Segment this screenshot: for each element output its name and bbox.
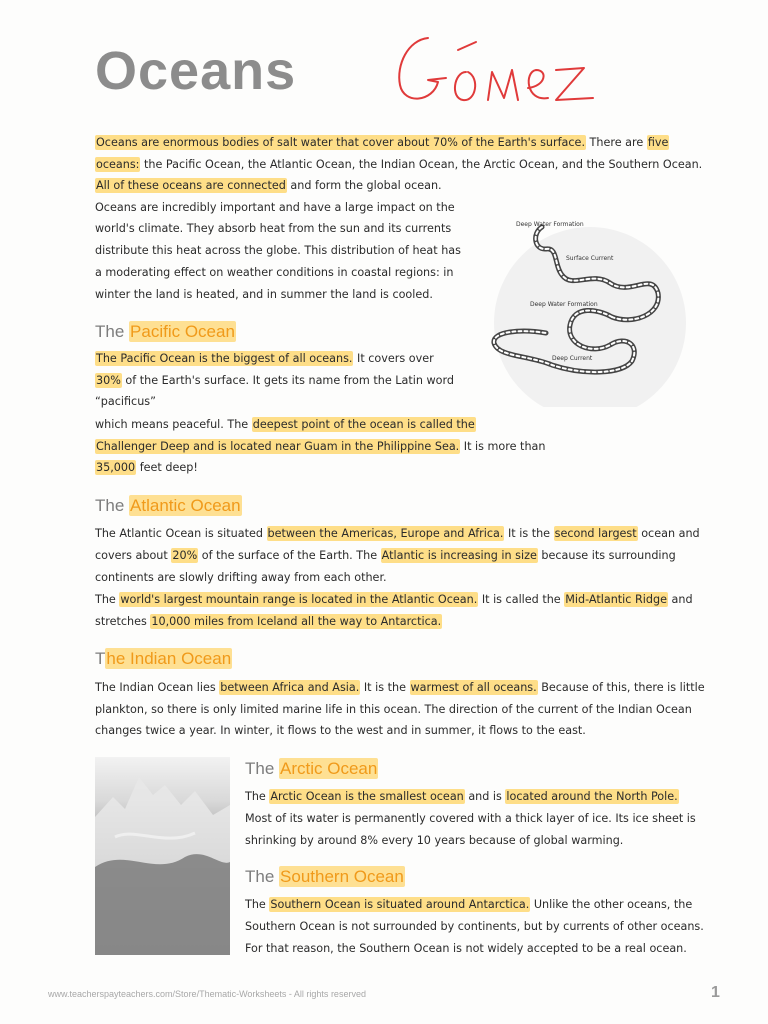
atlantic-line-3: continents are slowly drifting away from each other. bbox=[95, 571, 387, 584]
diagram-label-deep-water-formation-1: Deep Water Formation bbox=[516, 221, 584, 228]
arctic-line-2: Most of its water is permanently covered with a thick layer of ice. Its ice sheet is bbox=[245, 812, 696, 825]
atlantic-heading: The Atlantic Ocean bbox=[95, 496, 241, 515]
southern-heading: The Southern Ocean bbox=[245, 867, 404, 886]
handwritten-signature bbox=[388, 20, 608, 115]
pacific-heading: The Pacific Ocean bbox=[95, 322, 235, 341]
intro-line-2: oceans: the Pacific Ocean, the Atlantic Ocean, the Indian Ocean, the Arctic Ocean, and the Southern Ocean. bbox=[96, 158, 703, 171]
footer-url: www.teacherspayteachers.com/Store/Thematic-Worksheets - All rights reserved bbox=[48, 989, 366, 999]
atlantic-line-2: covers about 20% of the surface of the Earth. The Atlantic is increasing in size because its surrounding bbox=[95, 549, 676, 562]
pacific-line-6: 35,000 feet deep! bbox=[96, 461, 198, 474]
intro-line-8: winter the land is heated, and in summer the land is cooled. bbox=[95, 288, 433, 301]
pacific-line-3: “pacificus” bbox=[95, 395, 156, 408]
pacific-line-2: 30% of the Earth's surface. It gets its name from the Latin word bbox=[96, 374, 455, 387]
pacific-line-5: Challenger Deep and is located near Guam in the Philippine Sea. It is more than bbox=[96, 440, 546, 453]
pacific-line-4: which means peaceful. The deepest point of the ocean is called the bbox=[95, 418, 475, 431]
arctic-line-3: shrinking by around 8% every 10 years because of global warming. bbox=[245, 834, 624, 847]
southern-line-2: Southern Ocean is not surrounded by continents, but by currents of other oceans. bbox=[245, 920, 704, 933]
iceberg-image bbox=[95, 757, 230, 955]
pacific-line-1: The Pacific Ocean is the biggest of all oceans. It covers over bbox=[96, 352, 434, 365]
intro-line-3: All of these oceans are connected and form the global ocean. bbox=[96, 179, 442, 192]
indian-heading: The Indian Ocean bbox=[95, 649, 232, 668]
diagram-label-deep-current: Deep Current bbox=[552, 355, 593, 362]
diagram-label-deep-water-formation-2: Deep Water Formation bbox=[530, 301, 598, 308]
intro-line-1: Oceans are enormous bodies of salt water that cover about 70% of the Earth's surface. There are five bbox=[96, 136, 669, 149]
page-title: Oceans bbox=[95, 41, 297, 101]
page-number: 1 bbox=[711, 984, 720, 1001]
southern-line-3: For that reason, the Southern Ocean is not widely accepted to be a real ocean. bbox=[245, 942, 687, 955]
indian-line-2: plankton, so there is only limited marine life in this ocean. The direction of the current of the Indian Ocean bbox=[95, 703, 692, 716]
atlantic-line-4: The world's largest mountain range is located in the Atlantic Ocean. It is called the Mid-Atlantic Ridge and bbox=[95, 593, 693, 606]
indian-line-1: The Indian Ocean lies between Africa and Asia. It is the warmest of all oceans. Because of this, there is little bbox=[95, 681, 705, 694]
intro-line-5: world's climate. They absorb heat from the sun and its currents bbox=[95, 222, 452, 235]
indian-line-3: changes twice a year. In winter, it flows to the west and in summer, it flows to the east. bbox=[95, 724, 586, 737]
arctic-heading: The Arctic Ocean bbox=[245, 759, 378, 778]
atlantic-line-1: The Atlantic Ocean is situated between the Americas, Europe and Africa. It is the second largest ocean and bbox=[95, 527, 700, 540]
diagram-label-surface-current: Surface Current bbox=[566, 255, 614, 262]
arctic-line-1: The Arctic Ocean is the smallest ocean and is located around the North Pole. bbox=[245, 790, 678, 803]
intro-line-4: Oceans are incredibly important and have a large impact on the bbox=[95, 201, 455, 214]
atlantic-line-5: stretches 10,000 miles from Iceland all the way to Antarctica. bbox=[95, 615, 442, 628]
intro-line-7: a moderating effect on weather conditions in coastal regions: in bbox=[95, 266, 454, 279]
ocean-current-diagram bbox=[462, 205, 700, 407]
intro-line-6: distribute this heat across the globe. This distribution of heat has bbox=[95, 244, 461, 257]
southern-line-1: The Southern Ocean is situated around Antarctica. Unlike the other oceans, the bbox=[245, 898, 693, 911]
